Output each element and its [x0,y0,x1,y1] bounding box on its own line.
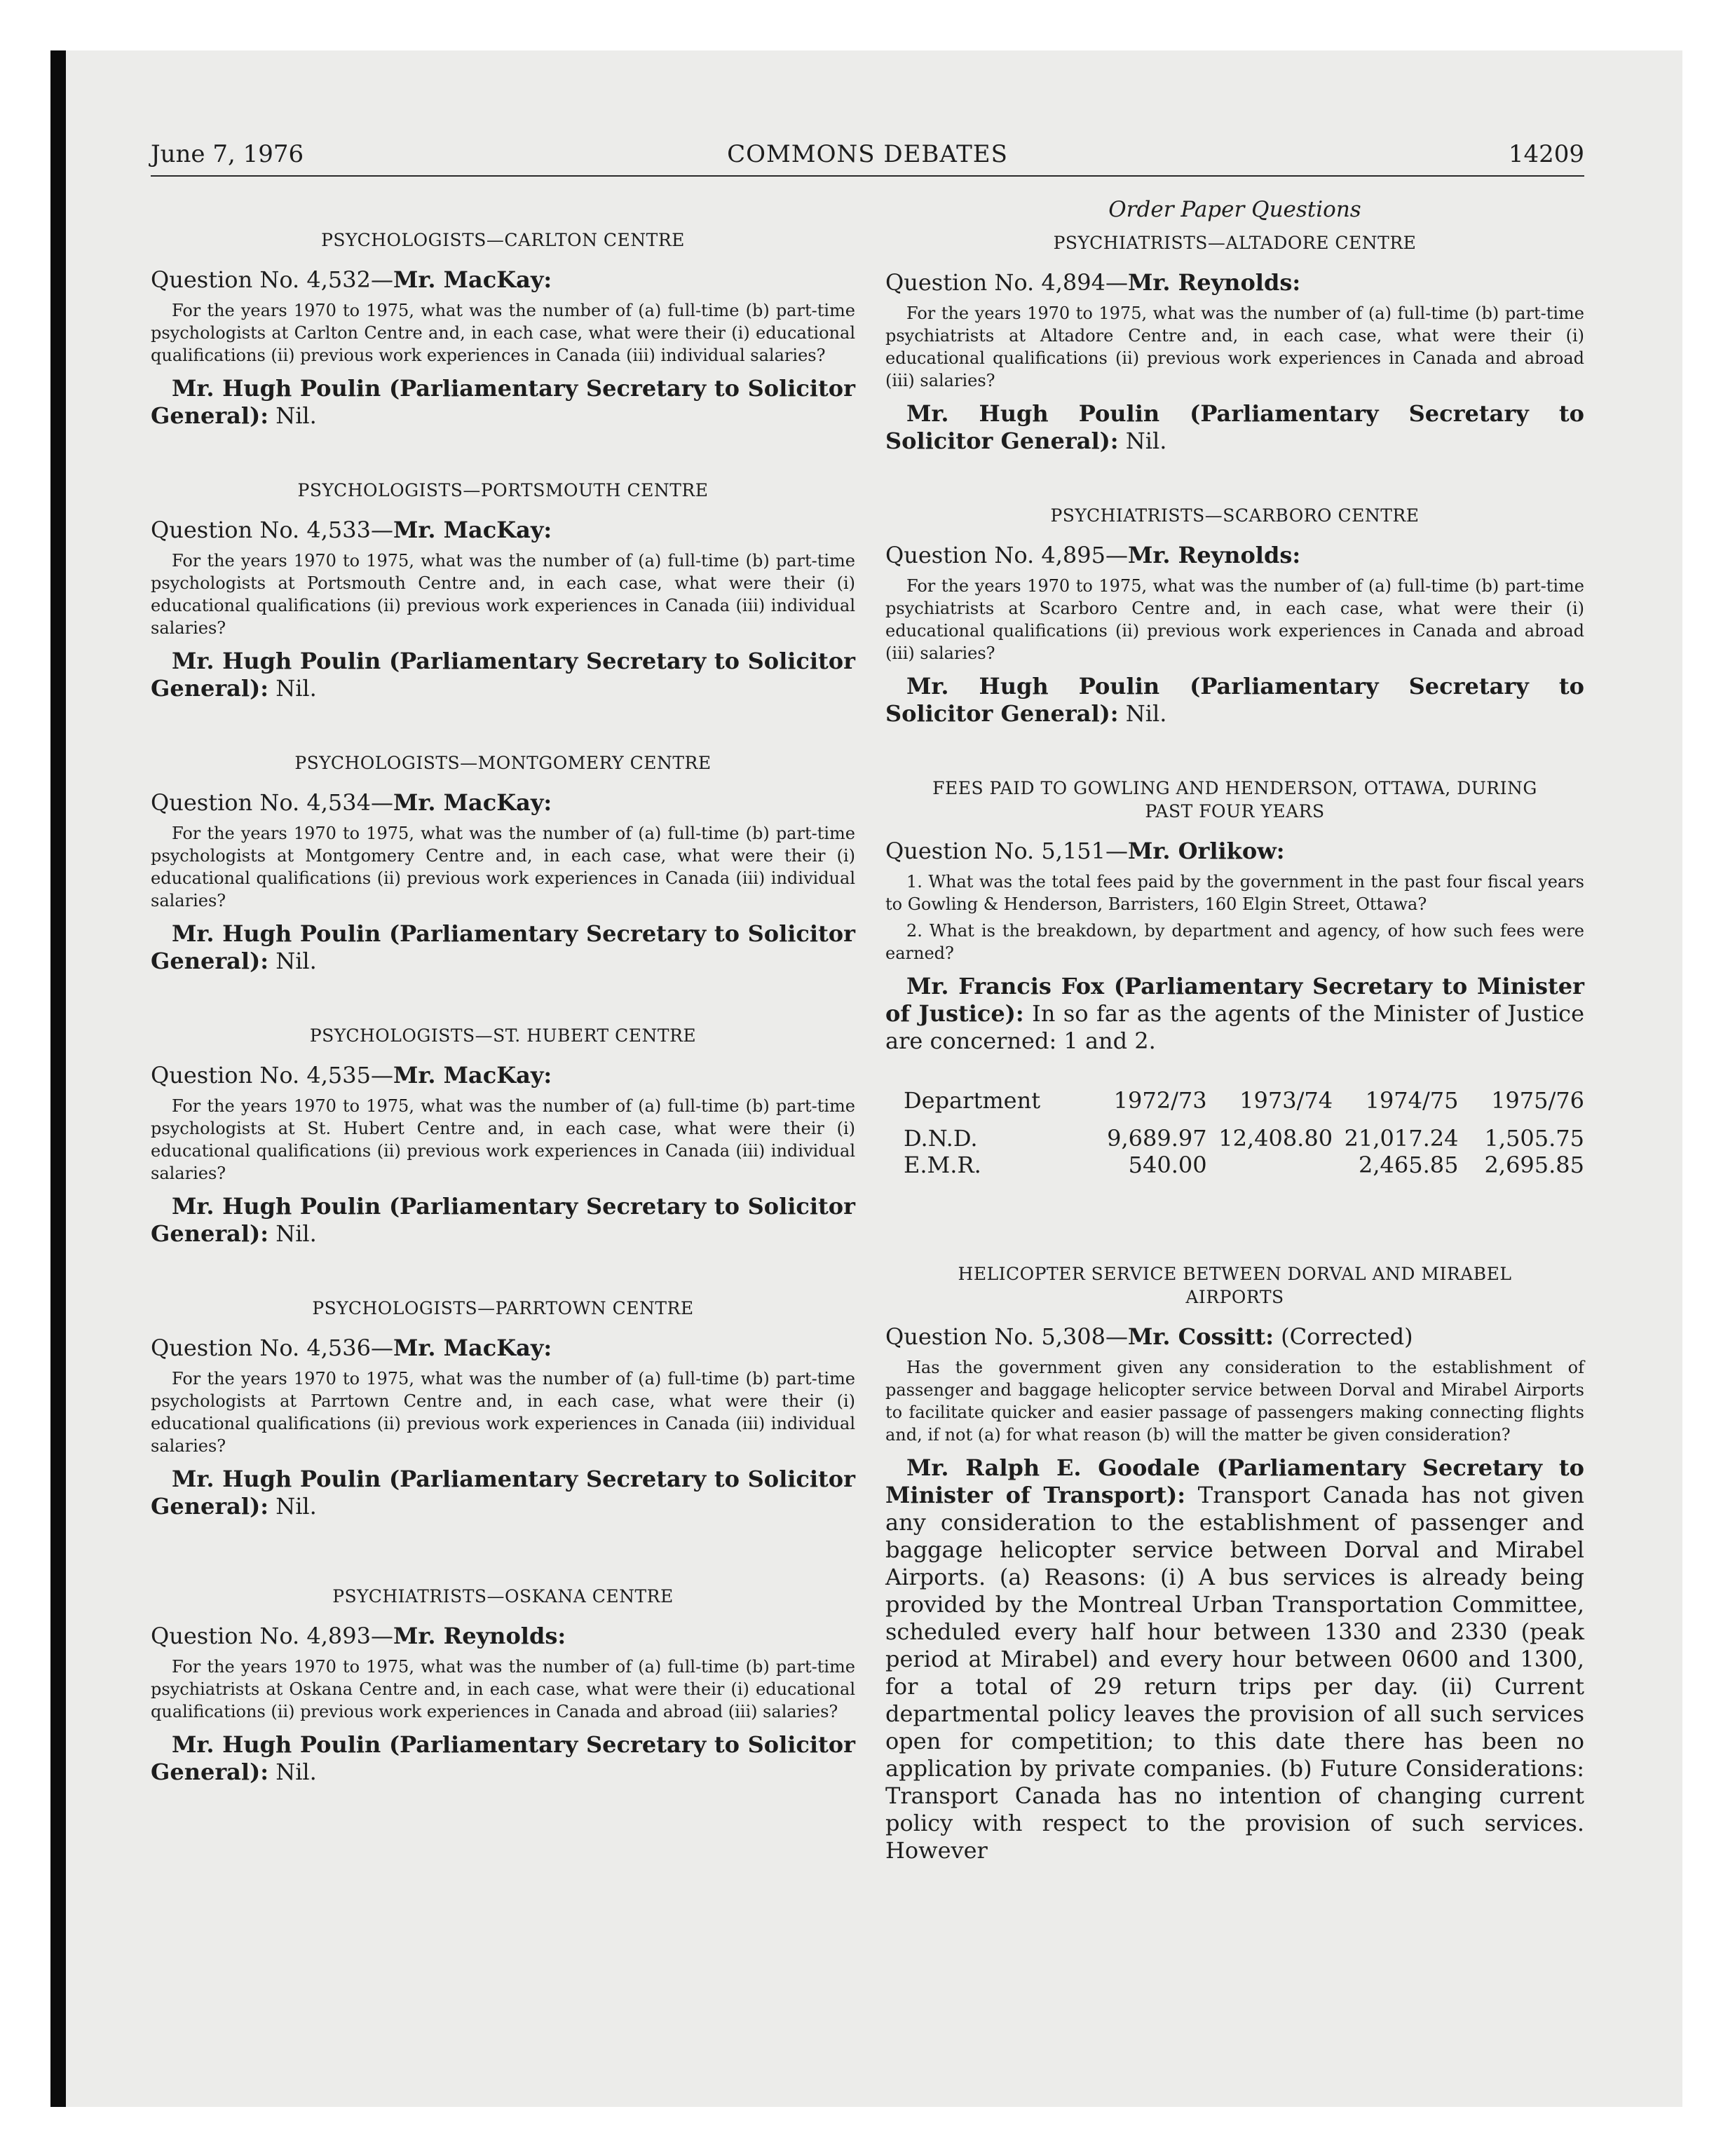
question-line [151,266,855,294]
question-number: Question No. 4,895— [885,542,1128,568]
table-row [885,1125,1584,1152]
question-number: Question No. 4,536— [151,1335,393,1361]
table-cell: 540.00 [1128,1152,1207,1178]
answer-text: Nil. [268,675,317,702]
question-text: For the years 1970 to 1975, what was the number of (a) full-time (b) part-time psychologists at Montgomery Centre and, in each case, what were their (i) educational qualifications (ii) previous work experiences in Canada (iii) individual salaries? [151,824,855,910]
question-line [151,1622,855,1650]
table-header: 1975/76 [1491,1087,1584,1114]
section-title: PSYCHOLOGISTS—PORTSMOUTH CENTRE [297,480,709,500]
question-text: For the years 1970 to 1975, what was the number of (a) full-time (b) part-time psychologists at Portsmouth Centre and, in each case, what were their (i) educational qualifications (ii) previous work experiences in Canada (iii) individual salaries? [151,551,855,638]
question-asker: Mr. MacKay: [393,789,552,816]
answer-text: Nil. [268,1493,317,1520]
header-date: June 7, 1976 [151,140,304,168]
respondent: Mr. Hugh Poulin (Parliamentary Secretary to Solicitor General): [151,648,855,702]
section-title [885,777,1584,823]
question-section [151,1297,855,1520]
section-title [885,1262,1584,1309]
table-row [885,1152,1584,1178]
question-line [151,1334,855,1362]
question-asker: Mr. Cossitt: [1128,1323,1274,1350]
question-text: For the years 1970 to 1975, what was the number of (a) full-time (b) part-time psychiatrists at Scarboro Centre and, in each case, what were their (i) educational qualifications (ii) previous work experiences in Canada and abroad (iii) salaries? [885,576,1584,663]
section-title-line-2: PAST FOUR YEARS [1145,801,1325,821]
respondent: Mr. Hugh Poulin (Parliamentary Secretary to Solicitor General): [151,1466,855,1520]
respondent: Mr. Hugh Poulin (Parliamentary Secretary to Solicitor General): [151,375,855,429]
question-text: For the years 1970 to 1975, what was the number of (a) full-time (b) part-time psychiatrists at Altadore Centre and, in each case, what were their (i) educational qualifications (ii) previous work experiences in Canada and abroad (iii) salaries? [885,303,1584,390]
question-section-fees [885,777,1584,1178]
question-number: Question No. 4,893— [151,1623,393,1649]
question-line [885,1323,1584,1351]
question-number: Question No. 4,533— [151,517,393,543]
scan-edge-bar [50,50,66,2107]
question-line [885,837,1584,865]
respondent: Mr. Hugh Poulin (Parliamentary Secretary to Solicitor General): [151,920,855,974]
question-text: For the years 1970 to 1975, what was the number of (a) full-time (b) part-time psychologists at St. Hubert Centre and, in each case, what were their (i) educational qualifications (ii) previous work experiences in Canada (iii) individual salaries? [151,1096,855,1183]
header-rule [151,175,1584,177]
table-cell [1207,1152,1333,1178]
answer-text: Nil. [268,1220,317,1247]
answer [151,1466,855,1520]
section-title: PSYCHOLOGISTS—CARLTON CENTRE [321,230,685,250]
question-text: For the years 1970 to 1975, what was the number of (a) full-time (b) part-time psychologists at Parrtown Centre and, in each case, what were their (i) educational qualifications (ii) previous work experiences in Canada (iii) individual salaries? [151,1369,855,1456]
question-note: (Corrected) [1274,1323,1413,1350]
question-section [151,228,855,430]
question-item-2: 2. What is the breakdown, by department and agency, of how such fees were earned? [885,921,1584,963]
table-cell: D.N.D. [904,1125,978,1152]
question-number: Question No. 4,534— [151,789,393,816]
answer [885,1454,1584,1864]
question-section [151,1024,855,1248]
respondent: Mr. Francis Fox (Parliamentary Secretary to Minister of Justice): [885,973,1584,1027]
question-section [151,1585,855,1786]
section-title-line-2: AIRPORTS [1185,1287,1284,1307]
table-cell: E.M.R. [904,1152,981,1178]
question-asker: Mr. Orlikow: [1128,838,1285,864]
section-title: PSYCHIATRISTS—OSKANA CENTRE [332,1586,674,1606]
answer [885,973,1584,1055]
question-line [151,516,855,544]
question-number: Question No. 4,535— [151,1062,393,1089]
section-title-line-1: HELICOPTER SERVICE BETWEEN DORVAL AND MIRABEL [958,1264,1512,1284]
section-title-line-1: FEES PAID TO GOWLING AND HENDERSON, OTTAWA, DURING [932,778,1537,798]
question-section [151,479,855,702]
section-title: PSYCHOLOGISTS—MONTGOMERY CENTRE [294,753,712,773]
answer [151,1731,855,1786]
respondent: Mr. Hugh Poulin (Parliamentary Secretary to Solicitor General): [885,673,1584,727]
question-line [151,789,855,817]
question-asker: Mr. MacKay: [393,1062,552,1089]
fees-table [885,1087,1584,1178]
respondent: Mr. Hugh Poulin (Parliamentary Secretary to Solicitor General): [885,400,1584,454]
table-header: 1972/73 [1113,1087,1207,1114]
document-page [151,140,1584,2033]
table-header-row [885,1087,1584,1125]
question-item-1: 1. What was the total fees paid by the government in the past four fiscal years to Gowling & Henderson, Barristers, 160 Elgin Street, Ottawa? [885,872,1584,914]
respondent: Mr. Ralph E. Goodale (Parliamentary Secretary to Minister of Transport): [885,1454,1584,1508]
answer-text: Transport Canada has not given any consideration to the establishment of passenger and baggage helicopter service between Dorval and Mirabel Airports. (a) Reasons: (i) A bus services is already being provided by the Montreal Urban Transportation Committee, scheduled every half hour between 1330 and 2330 (peak period at Mirabel) and every hour between 0600 and 1300, for a total of 29 return trips per day. (ii) Current departmental policy leaves the provision of all such services open for competition; to this date there has been no application by private companies. (b) Future Considerations: Transport Canada has no intention of changing current policy with respect to the provision of such services. However [885,1482,1585,1864]
section-title: PSYCHIATRISTS—ALTADORE CENTRE [1053,233,1417,253]
answer [151,375,855,430]
table-header: Department [904,1087,1041,1114]
question-line [885,268,1584,296]
question-section-helicopter [885,1262,1584,1864]
order-paper-subheading: Order Paper Questions [1108,197,1361,222]
table-cell: 1,505.75 [1484,1125,1584,1152]
header-page-number: 14209 [1508,140,1584,168]
question-asker: Mr. MacKay: [393,266,552,293]
question-asker: Mr. Reynolds: [1128,542,1301,568]
table-cell: 21,017.24 [1344,1125,1459,1152]
question-text: For the years 1970 to 1975, what was the number of (a) full-time (b) part-time psychologists at Carlton Centre and, in each case, what were their (i) educational qualifications (ii) previous work experiences in Canada (iii) individual salaries? [151,301,855,365]
answer-text: Nil. [268,1759,317,1785]
question-text: For the years 1970 to 1975, what was the number of (a) full-time (b) part-time psychiatrists at Oskana Centre and, in each case, what were their (i) educational qualifications (ii) previous work experiences in Canada and abroad (iii) salaries? [151,1657,855,1721]
question-number: Question No. 4,894— [885,269,1128,296]
section-title: PSYCHOLOGISTS—PARRTOWN CENTRE [312,1298,694,1318]
question-text: Has the government given any consideration to the establishment of passenger and baggage helicopter service between Dorval and Mirabel Airports to facilitate quicker and easier passage of passengers making connecting flights and, if not (a) for what reason (b) will the matter be given consideration? [885,1358,1584,1445]
answer-text: In so far as the agents of the Minister of Justice are concerned: 1 and 2. [885,1000,1585,1054]
table-header: 1974/75 [1365,1087,1459,1114]
table-cell: 2,695.85 [1484,1152,1584,1178]
question-number: Question No. 4,532— [151,266,393,293]
question-line [885,541,1584,569]
answer [151,1193,855,1248]
section-title: PSYCHIATRISTS—SCARBORO CENTRE [1050,505,1420,526]
answer-text: Nil. [268,948,317,974]
table-header: 1973/74 [1239,1087,1333,1114]
header-publication: COMMONS DEBATES [727,140,1008,168]
respondent: Mr. Hugh Poulin (Parliamentary Secretary to Solicitor General): [151,1193,855,1247]
table-cell: 12,408.80 [1218,1125,1333,1152]
answer [885,673,1584,728]
answer [151,648,855,702]
right-column [885,196,1584,1864]
answer [885,400,1584,455]
question-asker: Mr. MacKay: [393,517,552,543]
question-asker: Mr. Reynolds: [393,1623,566,1649]
table-cell: 2,465.85 [1359,1152,1459,1178]
question-section [151,751,855,975]
question-asker: Mr. MacKay: [393,1335,552,1361]
question-section-scarboro [885,504,1584,728]
question-section-altadore [885,231,1584,455]
question-line [151,1061,855,1089]
section-title: PSYCHOLOGISTS—ST. HUBERT CENTRE [309,1025,697,1046]
answer-text: Nil. [1118,700,1167,727]
left-column [151,196,855,1786]
question-number: Question No. 5,151— [885,838,1128,864]
table-cell: 9,689.97 [1107,1125,1207,1152]
respondent: Mr. Hugh Poulin (Parliamentary Secretary to Solicitor General): [151,1731,855,1785]
question-number: Question No. 5,308— [885,1323,1128,1350]
answer [151,920,855,975]
answer-text: Nil. [1118,428,1167,454]
answer-text: Nil. [268,402,317,429]
question-asker: Mr. Reynolds: [1128,269,1301,296]
